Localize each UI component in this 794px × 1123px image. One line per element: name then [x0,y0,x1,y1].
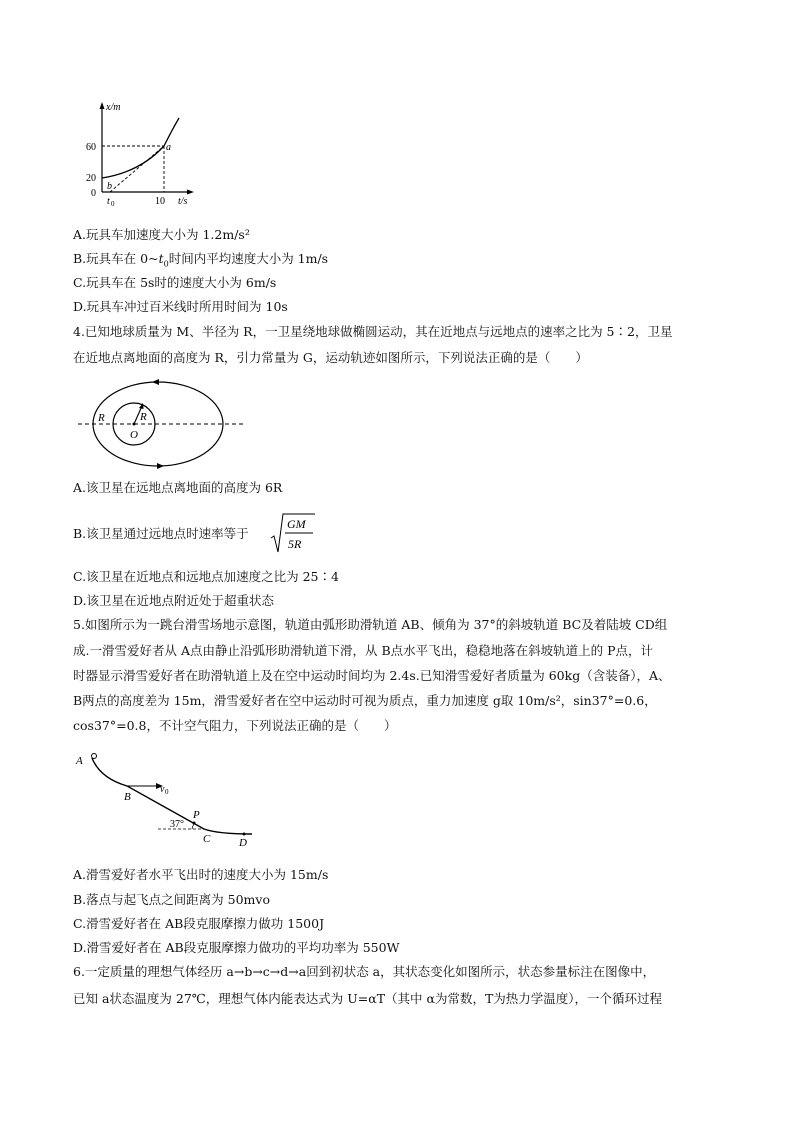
q3-option-c: C.玩具车在 5s时的速度大小为 6m/s [73,275,277,290]
y-tick-20: 20 [86,173,96,184]
q4-option-c: C.该卫星在近地点和远地点加速度之比为 25∶4 [73,569,339,584]
x-tick-t0: t [107,196,110,207]
q5-stem-line3: 时器显示滑雪爱好者在助滑轨道上及在空中运动时间均为 2.4s.已知滑雪爱好者质量为 60kg（含装备），A、 [73,668,671,683]
xt-graph-figure [80,98,200,208]
q5-stem-line4: B两点的高度差为 15m，滑雪爱好者在空中运动时可视为质点，重力加速度 g取 10m/s²，sin37°=0.6， [73,693,657,708]
y-axis-label: x/m [106,102,121,113]
y-tick-60: 60 [86,142,96,153]
ski-jump-figure [72,744,272,848]
fraction-numerator: GM [287,517,306,531]
q3-option-d: D.玩具车冲过百米线时所用时间为 10s [73,299,288,314]
q4-stem-line2: 在近地点离地面的高度为 R，引力常量为 G，运动轨迹如图所示，下列说法正确的是（ ） [73,350,588,365]
q5-stem-line2: 成.一滑雪爱好者从 A点由静止沿弧形助滑轨道下滑，从 B点水平飞出，稳稳地落在斜坡轨道上的 P点，计 [73,643,654,658]
x-axis-label: t/s [178,196,188,207]
point-a-label: a [166,142,171,153]
q4-option-a: A.该卫星在远地点离地面的高度为 6R [73,480,283,495]
center-dot [133,423,136,426]
label-A: A [76,755,83,767]
orbit-figure [76,376,246,476]
label-D: D [239,837,247,848]
arc-AB [92,758,127,786]
q3-option-b-pre: B.玩具车在 0~ [73,251,159,266]
q6-line2: 已知 a状态温度为 27℃，理想气体内能表达式为 U=αT（其中 α为常数，T为热力学温度），一个循环过程 [73,991,663,1006]
label-v0-sub: 0 [165,788,169,796]
label-R-inner: R [140,411,147,423]
x-tick-10: 10 [155,196,165,207]
q5-stem-line1: 5.如图所示为一跳台滑雪场地示意图，轨道由弧形助滑轨道 AB、倾角为 37°的斜坡轨道 BC及着陆坡 CD组 [73,617,668,632]
orbit-arrow-top [152,379,159,385]
q5-option-b: B.落点与起飞点之间距离为 50mvo [73,892,270,907]
q3-option-b [73,250,328,274]
fraction-denominator: 5R [288,537,302,551]
y-axis-arrow [100,102,105,109]
tangent-line [110,146,164,192]
q3-option-a: A.玩具车加速度大小为 1.2m/s² [73,227,250,242]
point-D [243,833,246,836]
label-R-left: R [98,412,105,424]
q5-stem-line5: cos37°=0.8，不计空气阻力，下列说法正确的是（ ） [73,718,397,733]
q4-option-b-prefix: B.该卫星通过远地点时速率等于 [73,526,249,541]
q3-option-b-sub: 0 [163,259,169,269]
point-P [193,822,196,825]
q5-option-c: C.滑雪爱好者在 AB段克服摩擦力做功 1500J [73,916,325,931]
label-angle: 37° [170,819,184,830]
label-O: O [130,429,138,441]
label-C: C [203,833,211,845]
angle-arc [192,824,195,829]
q4-stem-line1: 4.已知地球质量为 M、半径为 R，一卫星绕地球做椭圆运动，其在近地点与远地点的速率之比为 5∶2，卫星 [73,324,673,339]
label-B: B [124,791,131,803]
q5-option-a: A.滑雪爱好者水平飞出时的速度大小为 15m/s [73,867,329,882]
point-b-label: b [107,181,112,192]
orbit-arrow-bottom [157,463,164,469]
label-P: P [193,809,200,821]
x-tick-t0-sub: 0 [111,200,115,208]
sqrt-fraction [269,512,317,556]
x-axis-arrow [187,190,194,195]
label-v0: v [160,784,165,795]
q3-option-b-t: t [158,251,164,266]
q3-option-b-post: 时间内平均速度大小为 1m/s [168,251,329,266]
q4-option-d: D.该卫星在近地点附近处于超重状态 [73,593,275,608]
q6-line1: 6.一定质量的理想气体经历 a→b→c→d→a回到初状态 a，其状态变化如图所示，状态参量标注在图像中， [73,964,656,979]
q5-option-d: D.滑雪爱好者在 AB段克服摩擦力做功的平均功率为 550W [73,940,400,955]
origin-label: 0 [91,188,96,199]
skier-start-icon [92,754,97,759]
